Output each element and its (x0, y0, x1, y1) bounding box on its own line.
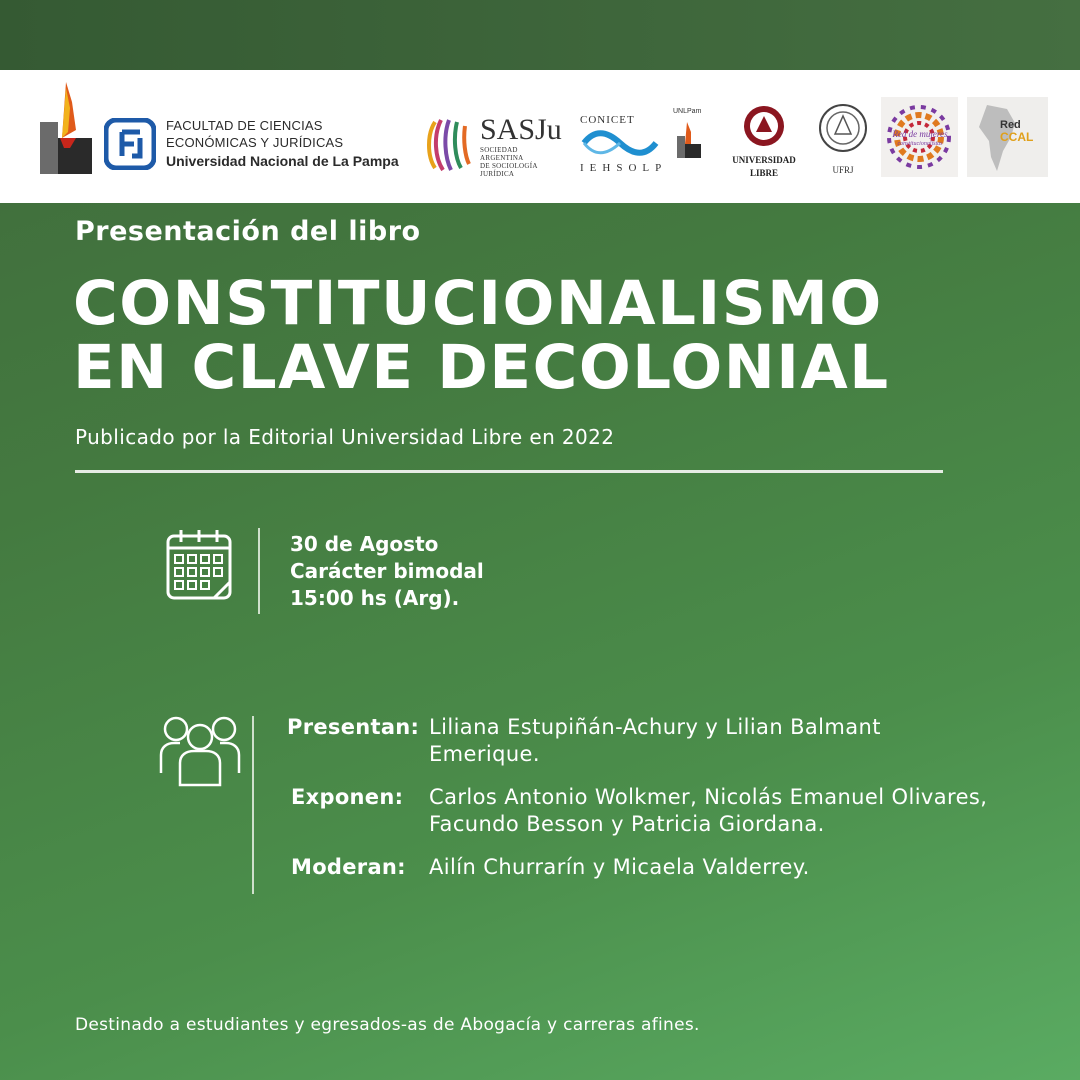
universidad-libre-line-1: UNIVERSIDAD (732, 155, 796, 165)
universidad-libre-line-2: LIBRE (749, 168, 778, 178)
red-mujeres-constitucionalistas-logo (881, 97, 958, 177)
red-ccal-logo (967, 97, 1048, 177)
divider (75, 470, 943, 473)
top-band (0, 0, 1080, 70)
red-mujeres-line-2: constitucionalistas (897, 141, 943, 147)
red-ccal-line-2: CCAL (1000, 130, 1034, 144)
people-group-icon (158, 715, 242, 787)
roles-list (287, 714, 989, 897)
unlpam-logo (673, 108, 703, 154)
conicet-label: CONICET (580, 114, 635, 126)
faculty-flame-logo (40, 82, 92, 174)
roles-separator (252, 716, 254, 894)
sasju-name: SASJu (480, 113, 562, 146)
publisher-note: Publicado por la Editorial Universidad Libre en 2022 (75, 425, 615, 449)
ufrj-seal-icon (818, 100, 868, 158)
university-name: Universidad Nacional de La Pampa (166, 153, 399, 169)
role-label: Exponen: (291, 785, 404, 809)
red-ccal-line-1: Red (1000, 119, 1021, 131)
sasju-sub-2: ARGENTINA (480, 154, 524, 162)
event-kicker: Presentación del libro (75, 216, 421, 247)
role-row-moderan (287, 854, 989, 881)
audience-note: Destinado a estudiantes y egresados-as de Abogacía y carreras afines. (75, 1015, 700, 1035)
role-value: Ailín Churrarín y Micaela Valderrey. (429, 855, 810, 879)
calendar-icon (165, 528, 233, 602)
event-details (290, 531, 484, 612)
event-mode: Carácter bimodal (290, 559, 484, 583)
sasju-sub-1: SOCIEDAD (480, 146, 518, 154)
event-time: 15:00 hs (Arg). (290, 586, 460, 610)
role-row-presentan (287, 714, 989, 768)
sasju-sub-4: JURÍDICA (480, 170, 515, 178)
sasju-logo-text (480, 114, 570, 178)
iehsolp-label: IEHSOLP (580, 162, 668, 174)
role-label: Presentan: (287, 715, 420, 739)
conicet-iehsolp-logo (580, 108, 705, 180)
book-title-line-2: EN CLAVE DECOLONIAL (73, 332, 890, 403)
red-mujeres-line-1: Red de mujeres (892, 129, 948, 139)
ufrj-logo (814, 100, 872, 180)
date-separator (258, 528, 260, 614)
unlpam-label: UNLPam (673, 108, 702, 115)
book-title (73, 268, 890, 403)
logo-bar (0, 70, 1080, 203)
role-label: Moderan: (291, 855, 406, 879)
faculty-name (166, 117, 426, 171)
fcej-monogram-logo (104, 118, 156, 170)
universidad-libre-logo (724, 104, 804, 184)
conicet-wave-icon (580, 128, 660, 158)
event-date: 30 de Agosto (290, 532, 439, 556)
faculty-line-1: FACULTAD DE CIENCIAS (166, 118, 323, 133)
sasju-logo-mark (425, 114, 475, 176)
faculty-line-2: ECONÓMICAS Y JURÍDICAS (166, 135, 344, 150)
unlpam-flame-icon (673, 122, 703, 158)
universidad-libre-seal-icon (742, 104, 786, 148)
ufrj-label: UFRJ (832, 165, 854, 175)
role-value: Carlos Antonio Wolkmer, Nicolás Emanuel Olivares, Facundo Besson y Patricia Giordana. (429, 785, 988, 836)
role-value: Liliana Estupiñán-Achury y Lilian Balmant Emerique. (429, 715, 881, 766)
sasju-sub-3: DE SOCIOLOGÍA (480, 162, 538, 170)
book-title-line-1: CONSTITUCIONALISMO (73, 268, 883, 339)
role-row-exponen (287, 784, 989, 838)
